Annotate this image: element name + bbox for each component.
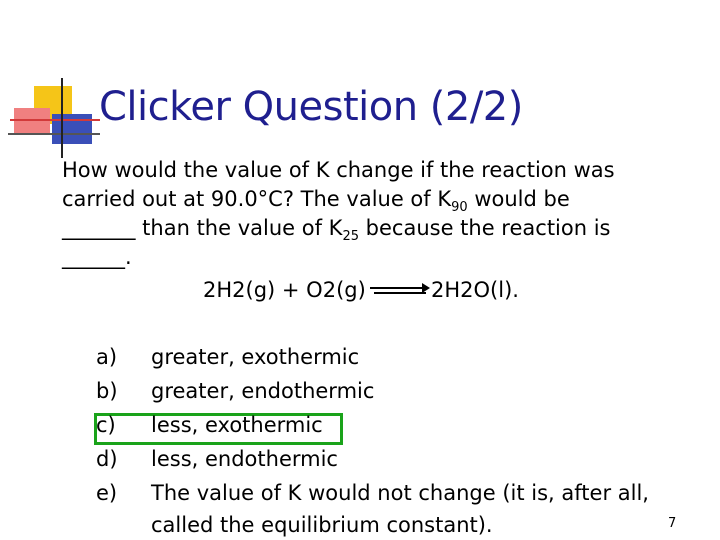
- slide-title: Clicker Question (2/2): [99, 84, 523, 130]
- option-text: less, exothermic: [151, 413, 323, 437]
- equation-products: 2H2O(l).: [431, 278, 519, 302]
- question-line-3: [62, 214, 702, 243]
- question-line-4: [62, 243, 702, 272]
- question-line-3-pre: _______ than the value of K: [62, 216, 343, 240]
- reaction-arrow-icon: [368, 282, 430, 298]
- question-text: [62, 156, 702, 272]
- option-letter: e): [96, 481, 118, 505]
- option-text: The value of K would not change (it is, after all,: [151, 481, 649, 505]
- question-line-2-pre: carried out at 90.0°C? The value of K: [62, 187, 452, 211]
- option-text: greater, endothermic: [151, 379, 375, 403]
- question-line-1-text: How would the value of K change if the reaction was: [62, 158, 615, 182]
- question-line-2-post: would be: [467, 187, 570, 211]
- slide-logo-decoration: [0, 0, 100, 160]
- question-line-1: [62, 156, 702, 185]
- equation-reactants: 2H2(g) + O2(g): [203, 278, 366, 302]
- option-text-continued: called the equilibrium constant).: [151, 513, 493, 537]
- k90-subscript: 90: [451, 200, 468, 215]
- option-letter: b): [96, 379, 118, 403]
- page-number: 7: [668, 516, 677, 531]
- option-letter: d): [96, 447, 118, 471]
- option-letter: c): [96, 413, 116, 437]
- option-text: greater, exothermic: [151, 345, 360, 369]
- k25-subscript: 25: [342, 229, 359, 244]
- question-line-2: [62, 185, 702, 214]
- question-line-4-text: ______.: [62, 245, 132, 269]
- question-line-3-post: because the reaction is: [358, 216, 611, 240]
- option-text: less, endothermic: [151, 447, 338, 471]
- option-letter: a): [96, 345, 118, 369]
